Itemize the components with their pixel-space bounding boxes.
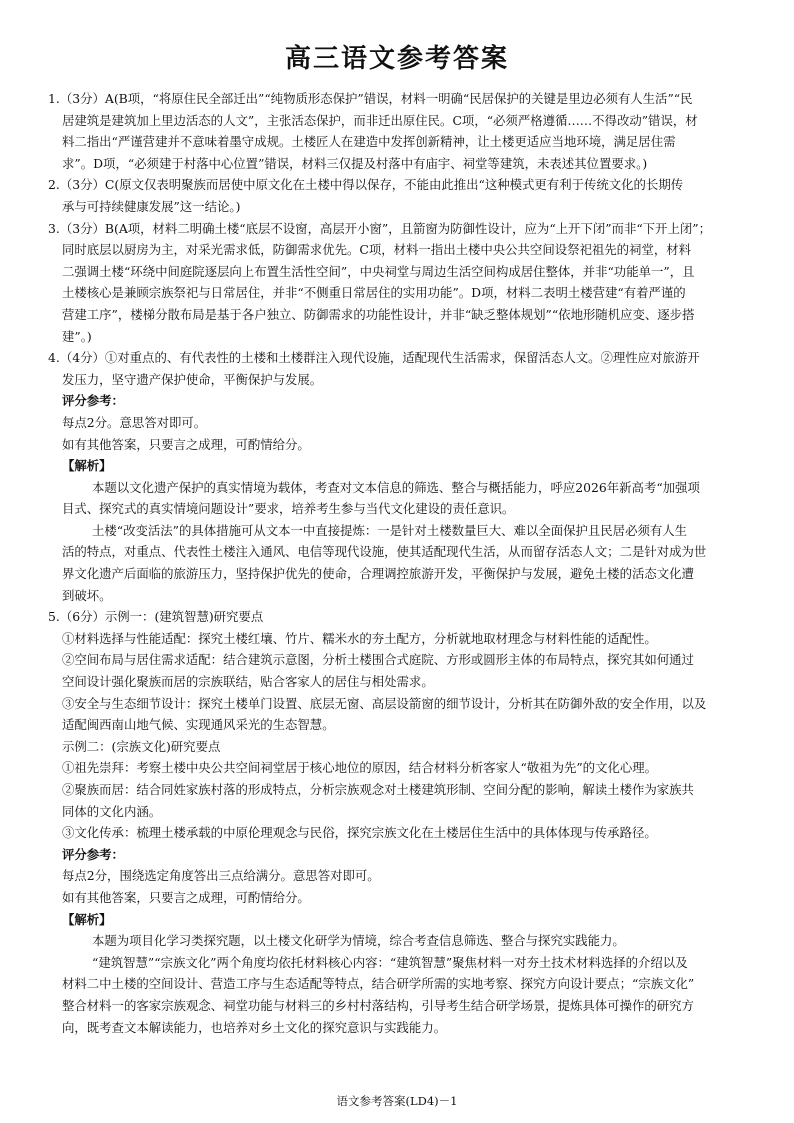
- text-line: “建筑智慧”“宗族文化”两个角度均依托材料核心内容：“建筑智慧”聚焦材料一对夯土技术材料选择的介绍以及: [92, 954, 688, 970]
- text-line: 4.（4分）①对重点的、有代表性的土楼和土楼群注入现代设施，适配现代生活需求，保留活态人文。②理性应对旅游开: [48, 350, 700, 366]
- text-line: 5.（6分）示例一：(建筑智慧)研究要点: [48, 609, 264, 625]
- text-line: 空间设计强化聚族而居的宗族联结，贴合客家人的居住与相处需求。: [62, 674, 434, 690]
- text-line: 界文化遗产后面临的旅游压力，坚持保护优先的使命，合理调控旅游开发，平衡保护与发展，避免土楼的活态文化遭: [62, 566, 694, 582]
- text-line: 本题以文化遗产保护的真实情境为载体，考查对文本信息的筛选、整合与概括能力，呼应2026年新高考“加强项: [92, 479, 700, 495]
- text-line: 二强调土楼“环绕中间庭院逐层向上布置生活性空间”，中央祠堂与周边生活空间构成居住整体，并非“功能单一”，且: [62, 263, 695, 279]
- text-line: 发压力，坚守遗产保护使命，平衡保护与发展。: [62, 371, 323, 387]
- text-line: 目式、探究式的真实情境问题设计”要求，培养考生参与当代文化建设的责任意识。: [62, 501, 515, 517]
- text-line: 示例二：(宗族文化)研究要点: [62, 738, 221, 754]
- text-line: 本题为项目化学习类探究题，以土楼文化研学为情境，综合考查信息筛选、整合与探究实践能力。: [92, 933, 625, 949]
- text-line: 求”。D项，“必须建于村落中心位置”错误，材料三仅提及村落中有庙宇、祠堂等建筑，未表述其位置要求。): [62, 155, 648, 171]
- text-line: 【解析】: [62, 911, 112, 927]
- text-line: 材料二中土楼的空间设计、营造工序与生态适配等特点，结合研学所需的实地考察、探究方向设计要点；“宗族文化”: [62, 976, 695, 992]
- text-line: 承与可持续健康发展”这一结论。): [62, 198, 241, 214]
- text-line: 如有其他答案，只要言之成理，可酌情给分。: [62, 889, 310, 905]
- text-line: 如有其他答案，只要言之成理，可酌情给分。: [62, 436, 310, 452]
- text-line: 料二指出“严谨营建并不意味着墨守成规。土楼匠人在建造中发挥创新精神，让土楼更适应当地环境，满足居住需: [62, 134, 676, 150]
- text-line: ③安全与生态细节设计：探究土楼单门设置、底层无窗、高层设箭窗的细节设计，分析其在防御外敌的安全作用，以及: [62, 695, 707, 711]
- text-line: 3.（3分）B(A项，材料二明确土楼“底层不设窗，高层开小窗”，且箭窗为防御性设计，应为“上开下闭”而非“下开上闭”；: [48, 220, 711, 236]
- text-line: 居建筑是建筑加上里边活态的人文”，主张活态保护，而非迁出原住民。C项，“必须严格遵循……不得改动”错误，材: [62, 112, 698, 128]
- text-line: 每点2分，围绕选定角度答出三点给满分。意思答对即可。: [62, 868, 380, 884]
- text-line: 营建工序”，楼梯分散布局是基于各户独立、防御需求的功能性设计，并非“缺乏整体规划”“依地形随机应变、逐步搭: [62, 306, 695, 322]
- text-line: 同体的文化内涵。: [62, 803, 162, 819]
- text-line: 活的特点，对重点、代表性土楼注入通风、电信等现代设施，使其适配现代生活，从而留存活态人文；二是针对成为世: [62, 544, 707, 560]
- text-line: ③文化传承：梳理土楼承载的中原伦理观念与民俗，探究宗族文化在土楼居住生活中的具体体现与传承路径。: [62, 825, 657, 841]
- text-line: ①祖先崇拜：考察土楼中央公共空间祠堂居于核心地位的原因，结合材料分析客家人“敬祖为先”的文化心理。: [62, 760, 658, 776]
- text-line: 土楼“改变活法”的具体措施可从文本一中直接提炼：一是针对土楼数量巨大、难以全面保护且民居必须有人生: [92, 522, 688, 538]
- page-title: 高三语文参考答案: [284, 44, 509, 74]
- text-line: 同时底层以厨房为主，对采光需求低，防御需求优先。C项，材料一指出土楼中央公共空间设祭祀祖先的祠堂，材料: [62, 242, 692, 258]
- text-line: ①材料选择与性能适配：探究土楼红壤、竹片、糯米水的夯土配方，分析就地取材理念与材料性能的适配性。: [62, 630, 657, 646]
- text-line: 评分参考：: [62, 846, 124, 862]
- text-line: 评分参考：: [62, 393, 124, 409]
- text-line: 2.（3分）C(原文仅表明聚族而居使中原文化在土楼中得以保存，不能由此推出“这种模式更有利于传统文化的长期传: [48, 177, 684, 193]
- text-line: ②空间布局与居住需求适配：结合建筑示意图，分析土楼围合式庭院、方形或圆形主体的布局特点，探究其如何通过: [62, 652, 694, 668]
- text-line: 【解析】: [62, 458, 112, 474]
- text-line: 1.（3分）A(B项，“将原住民全部迁出”“纯物质形态保护”错误，材料一明确“民居保护的关键是里边必须有人生活”“民: [48, 91, 693, 106]
- text-line: 土楼核心是兼顾宗族祭祀与日常居住，并非“不侧重日常居住的实用功能”。D项，材料二表明土楼营建“有着严谨的: [62, 285, 686, 301]
- answer-content: [48, 88, 748, 1038]
- text-line: 建”。): [62, 328, 92, 344]
- text-line: 到破坏。: [62, 587, 112, 603]
- text-line: ②聚族而居：结合同姓家族村落的形成特点，分析宗族观念对土楼建筑形制、空间分配的影响，解读土楼作为家族共: [62, 782, 694, 797]
- page-footer: 语文参考答案(LD4)－1: [336, 1094, 458, 1108]
- text-line: 每点2分。意思答对即可。: [62, 414, 207, 430]
- text-line: 适配闽西南山地气候、实现通风采光的生态智慧。: [62, 717, 335, 733]
- text-line: 整合材料一的客家宗族观念、祠堂功能与材料三的乡村村落结构，引导考生结合研学场景，提炼具体可操作的研究方: [62, 997, 694, 1013]
- text-line: 向，既考查文本解读能力，也培养对乡土文化的探究意识与实践能力。: [62, 1019, 447, 1035]
